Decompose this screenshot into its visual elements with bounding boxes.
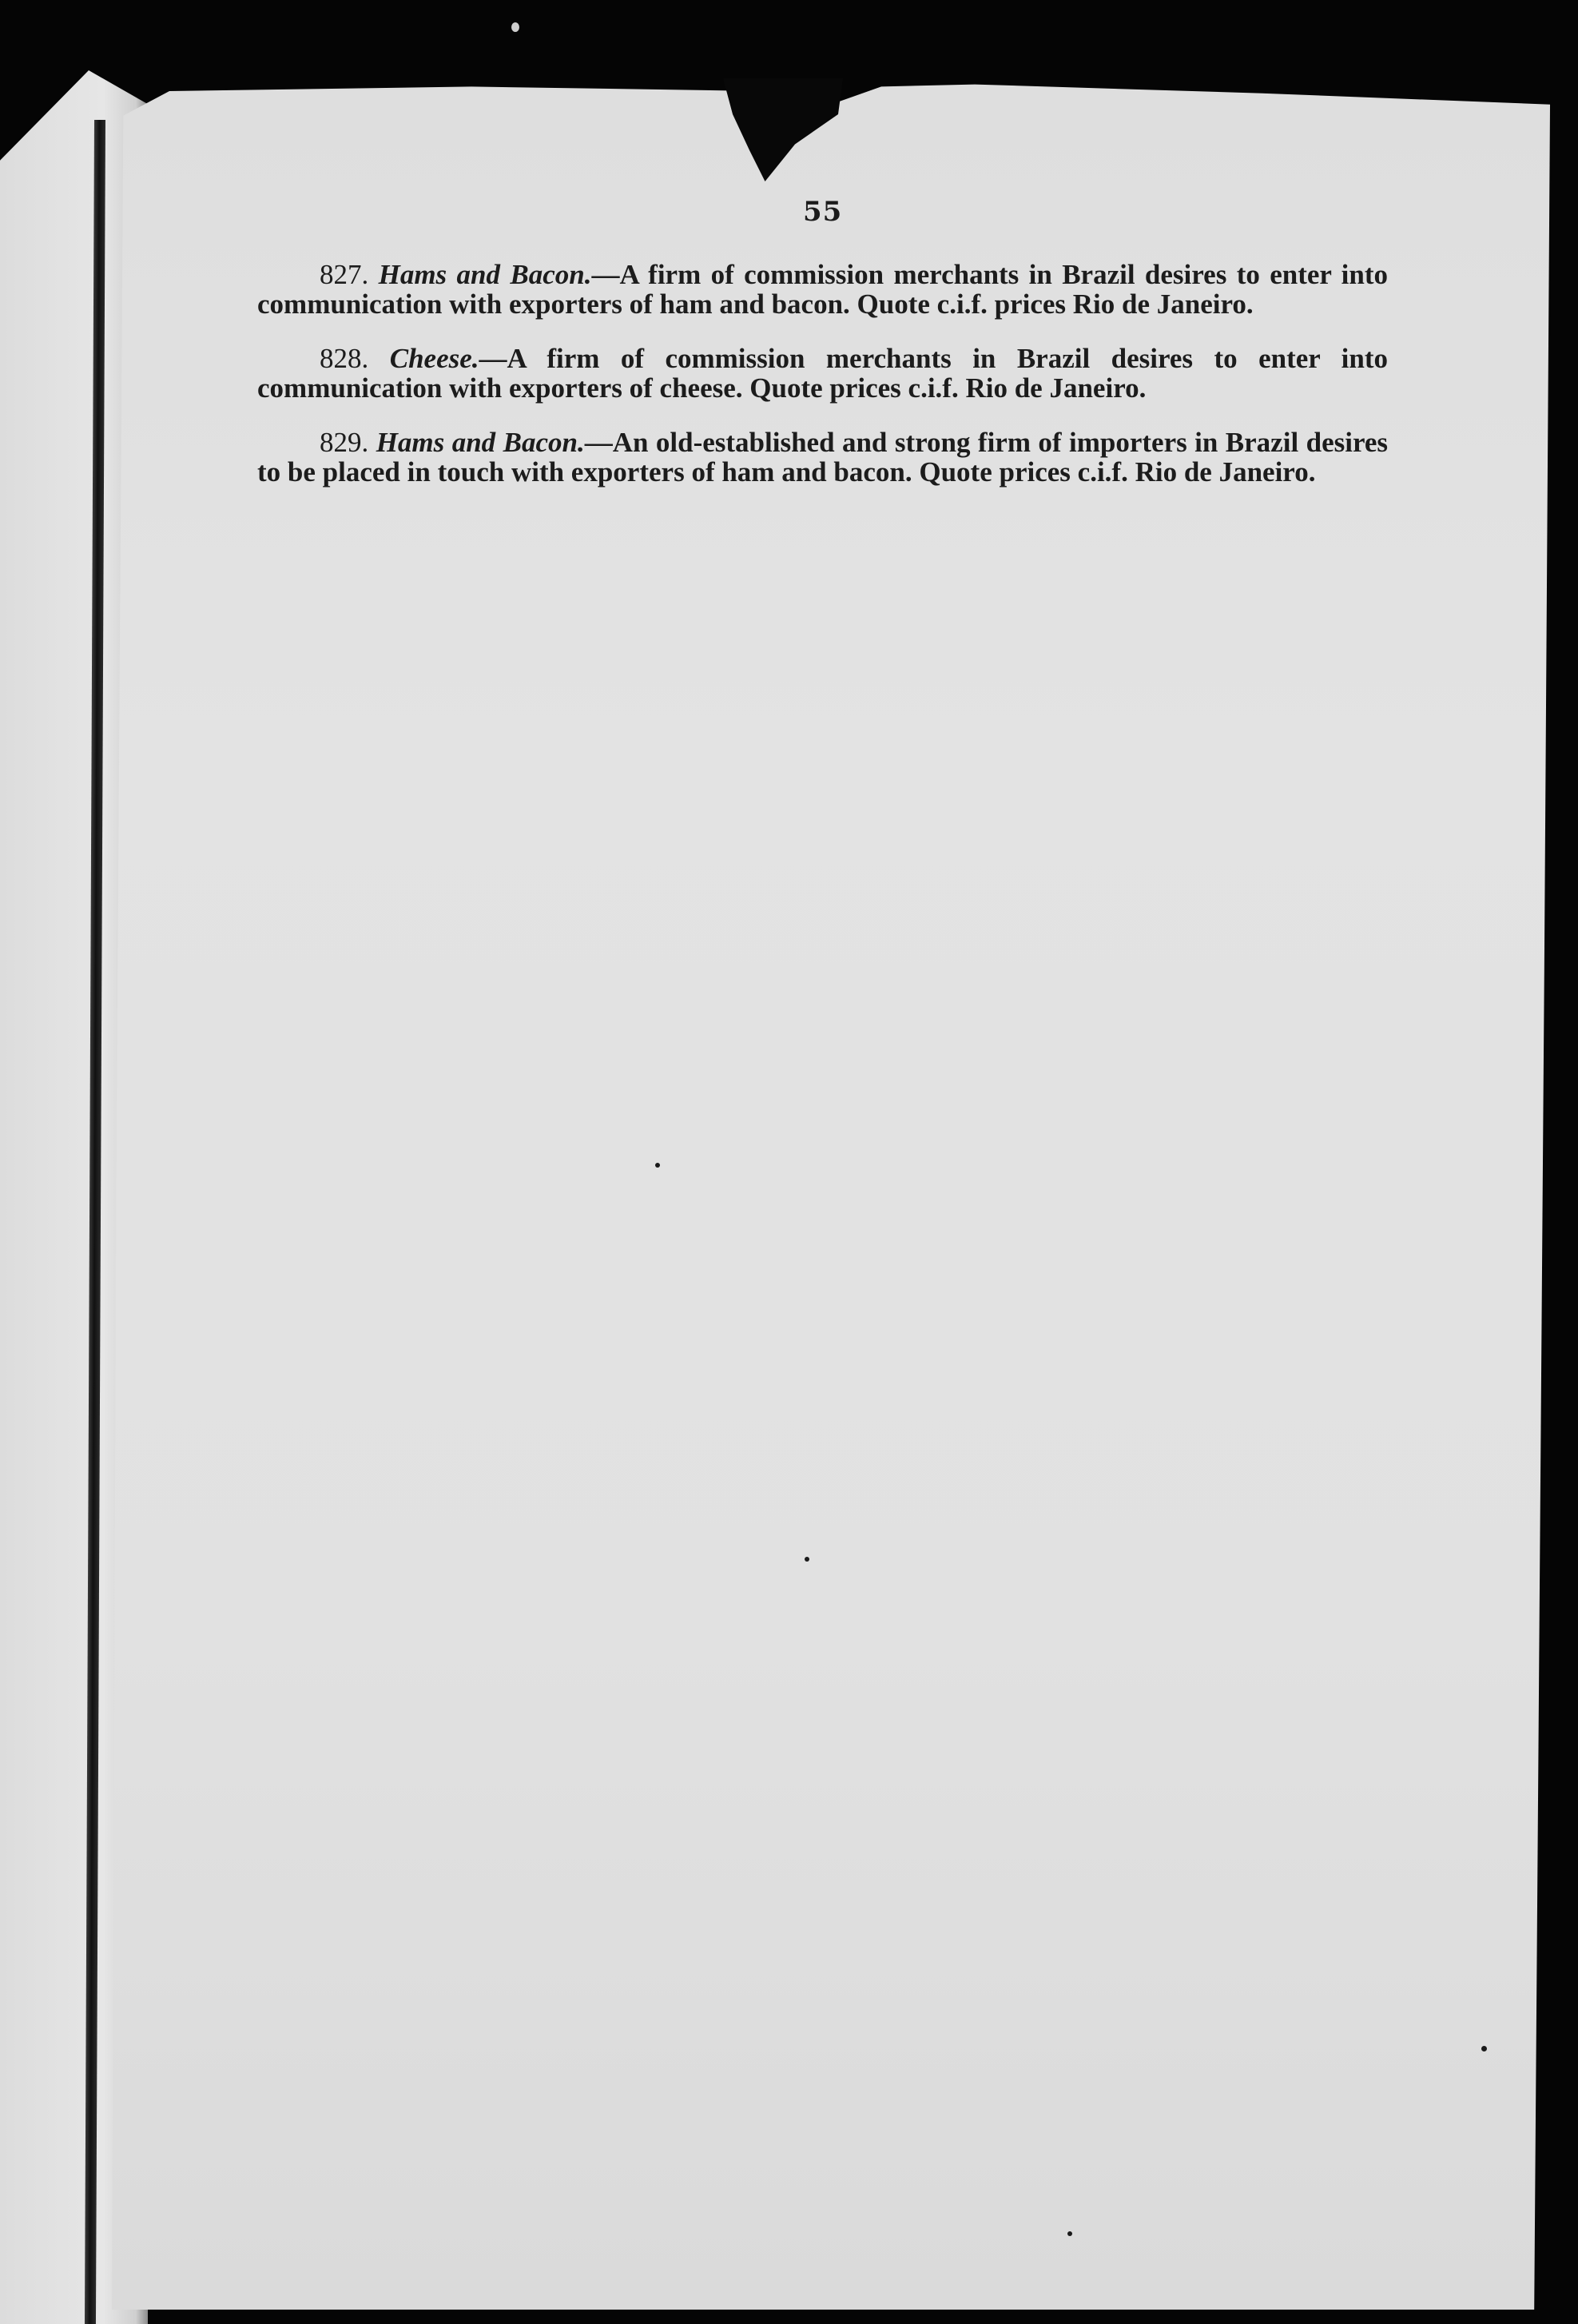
entry-subject: Hams and Bacon.: [378, 259, 592, 290]
dust-speck: [511, 22, 519, 32]
dust-speck: [805, 1557, 809, 1562]
dust-speck: [655, 1163, 660, 1168]
entry-number: 827.: [320, 259, 369, 290]
entry-text: —A firm of commission merchants in Brazil desires to enter into communication with exporters of ham and bacon. Quote c.i.f. prices Rio de Janeiro.: [257, 259, 1388, 320]
inquiry-entry: [257, 260, 1388, 319]
inquiry-entry: [257, 344, 1388, 403]
dust-speck: [1481, 2046, 1487, 2051]
entry-number: 829.: [320, 427, 369, 458]
entry-subject: Hams and Bacon.: [376, 427, 585, 458]
entry-number: 828.: [320, 343, 369, 374]
entry-subject: Cheese.: [389, 343, 479, 374]
page-number: 55: [803, 196, 843, 228]
entry-text: —An old-established and strong firm of importers in Brazil desires to be placed in touch with exporters of ham and bacon. Quote prices c.i.f. Rio de Janeiro.: [257, 427, 1389, 487]
dust-speck: [1067, 2231, 1072, 2236]
inquiry-entry: [257, 428, 1388, 487]
trade-inquiries: [257, 260, 1388, 511]
entry-text: —A firm of commission merchants in Brazil desires to enter into communication with exporters of cheese. Quote prices c.i.f. Rio de Janeiro.: [257, 343, 1389, 404]
